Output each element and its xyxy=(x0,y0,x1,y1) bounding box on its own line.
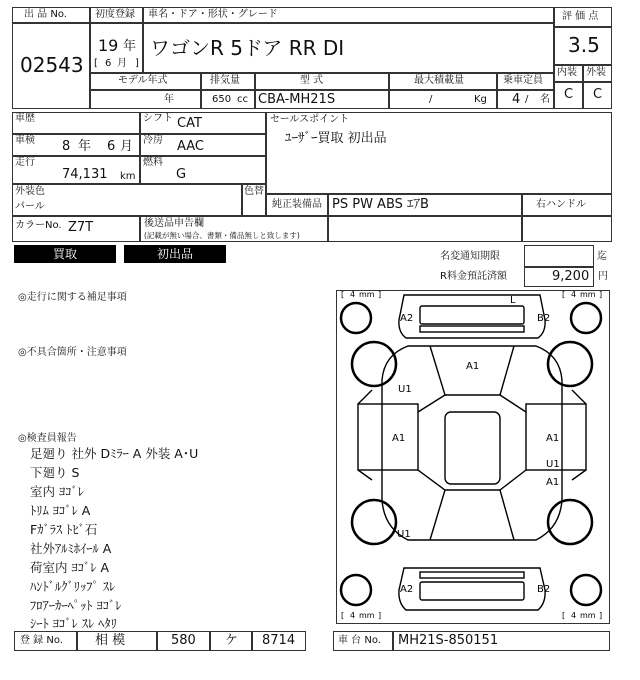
fuel: G xyxy=(176,167,187,182)
damage-mark: U1 xyxy=(397,529,411,540)
tire-depth-fl-close: ] xyxy=(378,290,382,299)
tire-depth-rr-close: ] xyxy=(599,611,603,620)
inspection-month-unit: 月 xyxy=(120,139,134,154)
inspector-line: 室内 ﾖｺﾞﾚ xyxy=(30,484,84,499)
damage-mark: B2 xyxy=(537,584,551,595)
reg-kana: ケ xyxy=(225,633,239,648)
notice-label: 名変通知期限 xyxy=(440,251,500,262)
tire-depth-rr: 4 xyxy=(571,611,577,620)
tire-depth-rl-bracket: [ xyxy=(341,611,345,620)
model-year-cell xyxy=(90,90,201,109)
inspector-line: 社外ｱﾙﾐﾎｲｰﾙ A xyxy=(30,541,112,556)
tire-depth-rl-close: ] xyxy=(378,611,382,620)
capacity-unit: 名 xyxy=(540,94,550,105)
month-unit: 月 xyxy=(117,58,127,69)
inspection-year-unit: 年 xyxy=(78,139,92,154)
inspection-label: 車検 xyxy=(15,135,35,146)
capacity-sep: / xyxy=(525,94,529,105)
tire-depth-rl: 4 xyxy=(350,611,356,620)
later-report-blank-1 xyxy=(328,216,522,242)
exterior-label: 外装 xyxy=(586,67,606,78)
reg-class: 580 xyxy=(171,633,196,648)
damage-mark: A2 xyxy=(400,313,414,324)
reg-region: 相 模 xyxy=(95,633,126,648)
chassis: MH21S-850151 xyxy=(398,633,499,648)
year-unit: 年 xyxy=(123,39,137,54)
displacement: 650 xyxy=(212,94,232,105)
first-listing-badge: 初出品 xyxy=(124,245,226,263)
interior-label: 内装 xyxy=(557,67,577,78)
grade-label: 評 価 点 xyxy=(562,11,599,22)
damage-mark: A1 xyxy=(392,433,406,444)
lot-number: 02543 xyxy=(20,53,84,77)
lot-label: 出 品 No. xyxy=(24,9,67,20)
inspector-title: ◎検査員報告 xyxy=(18,433,77,444)
max-load-sep: / xyxy=(429,94,433,105)
score: 3.5 xyxy=(568,33,600,57)
inspector-line: 荷室内 ﾖｺﾞﾚ A xyxy=(30,560,109,575)
color-no-label: カラーNo. xyxy=(15,220,62,231)
notice-value-cell xyxy=(524,245,594,267)
history-label: 車歴 xyxy=(15,113,35,124)
interior-score: C xyxy=(564,87,574,102)
first-reg-year: 19 xyxy=(98,36,119,55)
tire-depth-fr-bracket: [ xyxy=(562,290,566,299)
later-report-note: (記載が無い場合、書類・備品無しと致します) xyxy=(144,231,300,240)
exterior-score: C xyxy=(593,87,603,102)
month-bracket-close: ] xyxy=(135,58,139,69)
inspection-year: 8 xyxy=(62,139,71,154)
car-name-label: 車名・ドア・形状・グレード xyxy=(148,9,278,20)
tire-depth-rr-bracket: [ xyxy=(562,611,566,620)
recolor-label: 色替 xyxy=(244,186,264,197)
damage-mark: U1 xyxy=(546,459,560,470)
model-label: 型 式 xyxy=(300,75,324,86)
mileage-label: 走行 xyxy=(15,157,35,168)
max-load-unit: Kg xyxy=(474,94,487,105)
tire-depth-fr: 4 xyxy=(571,290,577,299)
inspection-month: 6 xyxy=(107,139,116,154)
driving-notes-title: ◎走行に関する補足事項 xyxy=(18,292,127,303)
ac: AAC xyxy=(177,139,204,154)
capacity-label: 乗車定員 xyxy=(503,75,543,86)
damage-mark: A1 xyxy=(466,361,480,372)
buy-badge: 買取 xyxy=(14,245,116,263)
shift: CAT xyxy=(177,116,202,131)
reg-number: 8714 xyxy=(262,633,296,648)
first-reg-month: 6 xyxy=(105,58,112,69)
mileage: 74,131 xyxy=(62,167,108,182)
inspector-line: ﾊﾝﾄﾞﾙｸﾞﾘｯﾌﾟ ｽﾚ xyxy=(30,579,116,594)
color: パール xyxy=(15,201,45,212)
fuel-label: 燃料 xyxy=(143,157,163,168)
inspector-line: ﾌﾛｱｰｶｰﾍﾟｯﾄ ﾖｺﾞﾚ xyxy=(30,598,122,613)
defects-title: ◎不具合箇所・注意事項 xyxy=(18,347,127,358)
tire-depth-fl-bracket: [ xyxy=(341,290,345,299)
recycle-label: R料金預託済額 xyxy=(440,271,507,282)
recycle-unit: 円 xyxy=(598,271,608,282)
car-name: ワゴンR 5ドア RR DI xyxy=(150,36,345,60)
car-diagram xyxy=(336,290,610,624)
recycle-value: 9,200 xyxy=(552,269,590,284)
max-load-label: 最大積載量 xyxy=(414,75,464,86)
inspector-line: ｼｰﾄ ﾖｺﾞﾚ ｽﾚ ﾍﾀﾘ xyxy=(30,616,117,631)
color-cell xyxy=(12,184,242,216)
inspector-line: Fｶﾞﾗｽ ﾄﾋﾞ石 xyxy=(30,522,98,537)
equipment: PS PW ABS ｴｱB xyxy=(332,197,429,212)
shift-label: シフト xyxy=(143,113,173,124)
model-year-label: モデル年式 xyxy=(118,75,168,86)
chassis-label: 車 台 No. xyxy=(338,635,381,646)
tire-unit-rl: mm xyxy=(359,611,375,620)
later-report-label: 後送品申告欄 xyxy=(144,218,204,229)
later-report-blank-2 xyxy=(522,216,612,242)
model-year-unit: 年 xyxy=(164,94,174,105)
inspector-line: ﾄﾘﾑ ﾖｺﾞﾚ A xyxy=(30,503,91,518)
damage-mark: L xyxy=(510,295,516,306)
reg-label: 登 録 No. xyxy=(20,635,63,646)
sales-point: ﾕｰｻﾞｰ買取 初出品 xyxy=(285,131,387,146)
notice-unit: 迄 xyxy=(597,251,607,262)
month-bracket-open: [ xyxy=(94,58,98,69)
ac-label: 冷房 xyxy=(143,135,163,146)
equipment-label: 純正装備品 xyxy=(272,199,322,210)
color-label: 外装色 xyxy=(15,186,45,197)
first-reg-label: 初度登録 xyxy=(95,9,135,20)
damage-mark: A2 xyxy=(400,584,414,595)
mileage-unit: km xyxy=(120,171,136,182)
tire-depth-fr-close: ] xyxy=(599,290,603,299)
color-no: Z7T xyxy=(68,220,94,235)
damage-mark: U1 xyxy=(398,384,412,395)
sales-point-label: セールスポイント xyxy=(270,114,350,125)
capacity: 4 xyxy=(512,92,521,107)
damage-mark: B2 xyxy=(537,313,551,324)
damage-mark: A1 xyxy=(546,433,560,444)
tire-depth-fl: 4 xyxy=(350,290,356,299)
tire-unit-fl: mm xyxy=(359,290,375,299)
displacement-unit: cc xyxy=(237,94,248,105)
inspector-line: 足廻り 社外 Dﾐﾗｰ A 外装 A･U xyxy=(30,446,199,461)
tire-unit-fr: mm xyxy=(580,290,596,299)
inspector-line: 下廻り S xyxy=(30,465,80,480)
displacement-label: 排気量 xyxy=(210,75,240,86)
model-code: CBA-MH21S xyxy=(258,92,336,107)
steering: 右ハンドル xyxy=(536,199,586,210)
damage-mark: A1 xyxy=(546,477,560,488)
tire-unit-rr: mm xyxy=(580,611,596,620)
